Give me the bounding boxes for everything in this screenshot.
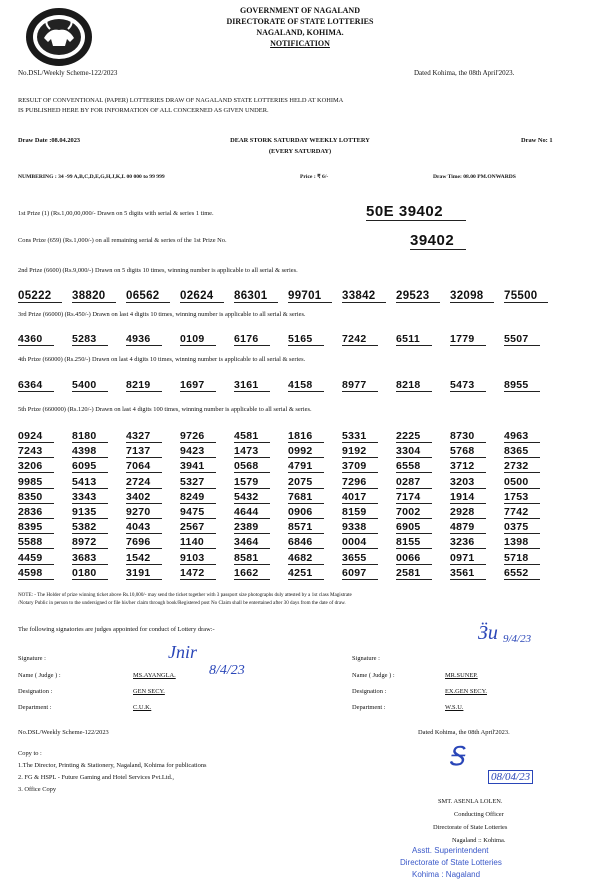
winning-number: 8730	[450, 430, 486, 443]
winning-number: 1472	[180, 567, 216, 580]
winning-number: 8395	[18, 521, 54, 534]
intro-line1: RESULT OF CONVENTIONAL (PAPER) LOTTERIES DRAW OF NAGALAND STATE LOTTERIES HELD AT KOHIMA	[18, 97, 344, 104]
cons-prize-number: 39402	[410, 232, 466, 250]
winning-number: 4644	[234, 506, 270, 519]
winning-number: 3683	[72, 552, 108, 565]
winning-number: 5718	[504, 552, 540, 565]
winning-number: 7137	[126, 445, 162, 458]
winning-number: 38820	[72, 290, 116, 303]
winning-number: 8159	[342, 506, 378, 519]
winning-number: 9192	[342, 445, 378, 458]
winning-number: 4327	[126, 430, 162, 443]
first-prize-label: 1st Prize (1) (Rs.1,00,00,000/- Drawn on 5 digits with serial & series 1 time.	[18, 210, 214, 217]
winning-number: 1779	[450, 333, 486, 346]
winning-number: 4360	[18, 333, 54, 346]
note-line2: /Notary Public in person to the undersigned or file his/her claim through book/Registered post No Claim shall be entertained after 30 days from the date of draw.	[18, 600, 346, 606]
header-line2: DIRECTORATE OF STATE LOTTERIES	[226, 17, 374, 26]
left-signature-label: Signature :	[18, 655, 46, 662]
fourth-prize-label: 4th Prize (66000) (Rs.250/-) Drawn on last 4 digits 10 times, winning number is applicable to all serial & series.	[18, 356, 306, 363]
winning-number: 4581	[234, 430, 270, 443]
stamp-line2: Directorate of State Lotteries	[400, 858, 502, 867]
winning-number: 5331	[342, 430, 378, 443]
winning-number: 8365	[504, 445, 540, 458]
winning-number: 06562	[126, 290, 170, 303]
winning-number: 3709	[342, 460, 378, 473]
lottery-title: DEAR STORK SATURDAY WEEKLY LOTTERY	[230, 137, 370, 144]
winning-number: 2724	[126, 476, 162, 489]
winning-number: 9270	[126, 506, 162, 519]
notification-heading: NOTIFICATION	[270, 39, 330, 48]
judges-intro: The following signatories are judges appointed for conduct of Lottery draw:-	[18, 626, 215, 633]
winning-number: 6095	[72, 460, 108, 473]
winning-number: 9985	[18, 476, 54, 489]
winning-number: 4682	[288, 552, 324, 565]
winning-number: 05222	[18, 290, 62, 303]
copy-to-label: Copy to :	[18, 750, 42, 757]
winning-number: 4936	[126, 333, 162, 346]
fifth-prize-row	[18, 430, 558, 443]
winning-number: 0971	[450, 552, 486, 565]
winning-number: 1542	[126, 552, 162, 565]
winning-number: 0287	[396, 476, 432, 489]
winning-number: 5588	[18, 536, 54, 549]
winning-number: 4459	[18, 552, 54, 565]
winning-number: 4791	[288, 460, 324, 473]
winning-number: 4598	[18, 567, 54, 580]
winning-number: 5382	[72, 521, 108, 534]
winning-number: 2075	[288, 476, 324, 489]
draw-time: Draw Time: 08.00 PM.ONWARDS	[433, 174, 516, 180]
winning-number: 3161	[234, 379, 270, 392]
fifth-prize-row	[18, 445, 558, 458]
right-signature-label: Signature :	[352, 655, 380, 662]
right-name-label: Name ( Judge ) :	[352, 672, 395, 679]
right-judge-signature: Ӟu	[478, 622, 498, 644]
winning-number: 9338	[342, 521, 378, 534]
copy-item-2: 2. FG & HSPL - Future Gaming and Hotel Services Pvt.Ltd.,	[18, 774, 174, 781]
fifth-prize-row	[18, 552, 558, 565]
winning-number: 5165	[288, 333, 324, 346]
winning-number: 8571	[288, 521, 324, 534]
winning-number: 1398	[504, 536, 540, 549]
winning-number: 8581	[234, 552, 270, 565]
left-judge-signature: Jnir	[168, 642, 197, 662]
winning-number: 1140	[180, 536, 216, 549]
winning-number: 0066	[396, 552, 432, 565]
winning-number: 3191	[126, 567, 162, 580]
officer-title: Conducting Officer	[454, 811, 504, 818]
left-judge-designation: GEN SECY.	[133, 688, 165, 695]
left-department-label: Department :	[18, 704, 52, 711]
winning-number: 1816	[288, 430, 324, 443]
winning-number: 6552	[504, 567, 540, 580]
fifth-prize-row	[18, 536, 558, 549]
winning-number: 7243	[18, 445, 54, 458]
winning-number: 3203	[450, 476, 486, 489]
winning-number: 7681	[288, 491, 324, 504]
winning-number: 0924	[18, 430, 54, 443]
winning-number: 8219	[126, 379, 162, 392]
right-designation-label: Designation :	[352, 688, 387, 695]
winning-number: 8955	[504, 379, 540, 392]
fifth-prize-row	[18, 567, 558, 580]
winning-number: 2225	[396, 430, 432, 443]
winning-number: 4158	[288, 379, 324, 392]
header-line1: GOVERNMENT OF NAGALAND	[239, 6, 360, 15]
winning-number: 6364	[18, 379, 54, 392]
winning-number: 1473	[234, 445, 270, 458]
winning-number: 6176	[234, 333, 270, 346]
winning-number: 4879	[450, 521, 486, 534]
winning-number: 8972	[72, 536, 108, 549]
winning-number: 8180	[72, 430, 108, 443]
winning-number: 8350	[18, 491, 54, 504]
numbering: NUMBERING : 34 -99 A,B,C,D,E,G,H,J,K,L 00 000 to 99 999	[18, 174, 165, 180]
right-judge-designation: EX.GEN SECY.	[445, 688, 487, 695]
intro-line2: IS PUBLISHED HERE BY FOR INFORMATION OF ALL CONCERNED AS GIVEN UNDER.	[18, 107, 269, 114]
left-name-label: Name ( Judge ) :	[18, 672, 61, 679]
winning-number: 0906	[288, 506, 324, 519]
winning-number: 9475	[180, 506, 216, 519]
winning-number: 1914	[450, 491, 486, 504]
winning-number: 3402	[126, 491, 162, 504]
winning-number: 0992	[288, 445, 324, 458]
winning-number: 6905	[396, 521, 432, 534]
fifth-prize-label: 5th Prize (660000) (Rs.120/-) Drawn on last 4 digits 100 times, winning number is applicable to all serial & series.	[18, 406, 312, 413]
fifth-prize-row	[18, 476, 558, 489]
right-department-label: Department :	[352, 704, 386, 711]
winning-number: 0180	[72, 567, 108, 580]
fifth-prize-row	[18, 521, 558, 534]
lottery-subtitle: (EVERY SATURDAY)	[268, 148, 332, 155]
winning-number: 4251	[288, 567, 324, 580]
winning-number: 7742	[504, 506, 540, 519]
winning-number: 1753	[504, 491, 540, 504]
footer-date: Dated Kohima, the 08th April'2023.	[418, 729, 510, 736]
reference-date: Dated Kohima, the 08th April'2023.	[414, 69, 515, 77]
winning-number: 7696	[126, 536, 162, 549]
copy-item-3: 3. Office Copy	[18, 786, 57, 793]
winning-number: 7002	[396, 506, 432, 519]
left-judge-date: 8/4/23	[209, 663, 245, 678]
winning-number: 6097	[342, 567, 378, 580]
winning-number: 5473	[450, 379, 486, 392]
winning-number: 3343	[72, 491, 108, 504]
winning-number: 32098	[450, 290, 494, 303]
copy-item-1: 1.The Director, Printing & Stationery, Nagaland, Kohima for publications	[18, 762, 207, 769]
winning-number: 5507	[504, 333, 540, 346]
officer-place: Nagaland :: Kohima.	[452, 837, 506, 844]
winning-number: 8218	[396, 379, 432, 392]
winning-number: 9135	[72, 506, 108, 519]
left-judge-department: C.U.K.	[133, 704, 152, 711]
winning-number: 02624	[180, 290, 224, 303]
winning-number: 5400	[72, 379, 108, 392]
winning-number: 3655	[342, 552, 378, 565]
winning-number: 0500	[504, 476, 540, 489]
cons-prize-label: Cons Prize (659) (Rs.1,000/-) on all remaining serial & series of the 1st Prize No.	[18, 237, 227, 244]
note-block	[18, 591, 588, 607]
winning-number: 7242	[342, 333, 378, 346]
winning-number: 5768	[450, 445, 486, 458]
winning-number: 7296	[342, 476, 378, 489]
ticket-price: Price : ₹ 6/-	[300, 174, 329, 180]
left-judge-name: MS.AYANGLA.	[133, 672, 176, 679]
winning-number: 8249	[180, 491, 216, 504]
winning-number: 33842	[342, 290, 386, 303]
winning-number: 4398	[72, 445, 108, 458]
winning-number: 8155	[396, 536, 432, 549]
left-designation-label: Designation :	[18, 688, 53, 695]
winning-number: 6558	[396, 460, 432, 473]
winning-number: 4963	[504, 430, 540, 443]
right-judge-date: 9/4/23	[503, 633, 532, 645]
draw-number: Draw No: 1	[521, 137, 553, 144]
winning-number: 3304	[396, 445, 432, 458]
winning-number: 3236	[450, 536, 486, 549]
officer-department: Directorate of State Lotteries	[433, 824, 508, 831]
second-prize-label: 2nd Prize (6600) (Rs.9,000/-) Drawn on 5 digits 10 times, winning number is applicable to all serial & series.	[18, 267, 298, 274]
winning-number: 9423	[180, 445, 216, 458]
right-judge-name: MR.SUNEP.	[445, 672, 478, 679]
winning-number: 2581	[396, 567, 432, 580]
winning-number: 3561	[450, 567, 486, 580]
winning-number: 4017	[342, 491, 378, 504]
winning-number: 99701	[288, 290, 332, 303]
winning-number: 5327	[180, 476, 216, 489]
note-line1: NOTE: - The Holder of prize winning ticket above Rs.10,000/- may send the ticket together with 3 passport size photographs duly attested by a 1st class Magistrate	[18, 592, 352, 598]
header-line3: NAGALAND, KOHIMA.	[256, 28, 344, 37]
winning-number: 86301	[234, 290, 278, 303]
winning-number: 3941	[180, 460, 216, 473]
third-prize-label: 3rd Prize (66000) (Rs.450/-) Drawn on last 4 digits 10 times, winning number is applicable to all serial & series.	[18, 311, 306, 318]
draw-date: Draw Date :08.04.2023	[18, 137, 81, 144]
officer-name: SMT. ASENLA LOLEN.	[438, 798, 503, 805]
winning-number: 5413	[72, 476, 108, 489]
officer-signature: Ꭶ	[448, 742, 465, 771]
winning-number: 1697	[180, 379, 216, 392]
winning-number: 2732	[504, 460, 540, 473]
winning-number: 9103	[180, 552, 216, 565]
winning-number: 3464	[234, 536, 270, 549]
winning-number: 29523	[396, 290, 440, 303]
winning-number: 4043	[126, 521, 162, 534]
reference-number: No.DSL/Weekly Scheme-122/2023	[18, 69, 118, 77]
winning-number: 7174	[396, 491, 432, 504]
winning-number: 0109	[180, 333, 216, 346]
winning-number: 3712	[450, 460, 486, 473]
winning-number: 0568	[234, 460, 270, 473]
winning-number: 1579	[234, 476, 270, 489]
fifth-prize-row	[18, 491, 558, 504]
winning-number: 7064	[126, 460, 162, 473]
winning-number: 0004	[342, 536, 378, 549]
first-prize-number: 50E 39402	[366, 203, 466, 221]
winning-number: 3206	[18, 460, 54, 473]
winning-number: 8977	[342, 379, 378, 392]
winning-number: 2567	[180, 521, 216, 534]
winning-number: 2836	[18, 506, 54, 519]
stamp-line1: Asstt. Superintendent	[412, 846, 489, 855]
winning-number: 6511	[396, 333, 432, 346]
winning-number: 75500	[504, 290, 548, 303]
fifth-prize-row	[18, 460, 558, 473]
winning-number: 5283	[72, 333, 108, 346]
right-judge-department: W.S.U.	[445, 704, 464, 711]
officer-sign-date: 08/04/23	[488, 770, 533, 784]
winning-number: 1662	[234, 567, 270, 580]
fifth-prize-row	[18, 506, 558, 519]
winning-number: 2389	[234, 521, 270, 534]
winning-number: 2928	[450, 506, 486, 519]
stamp-line3: Kohima : Nagaland	[412, 870, 481, 879]
winning-number: 9726	[180, 430, 216, 443]
winning-number: 6846	[288, 536, 324, 549]
winning-number: 5432	[234, 491, 270, 504]
footer-reference: No.DSL/Weekly Scheme-122/2023	[18, 729, 109, 736]
winning-number: 0375	[504, 521, 540, 534]
